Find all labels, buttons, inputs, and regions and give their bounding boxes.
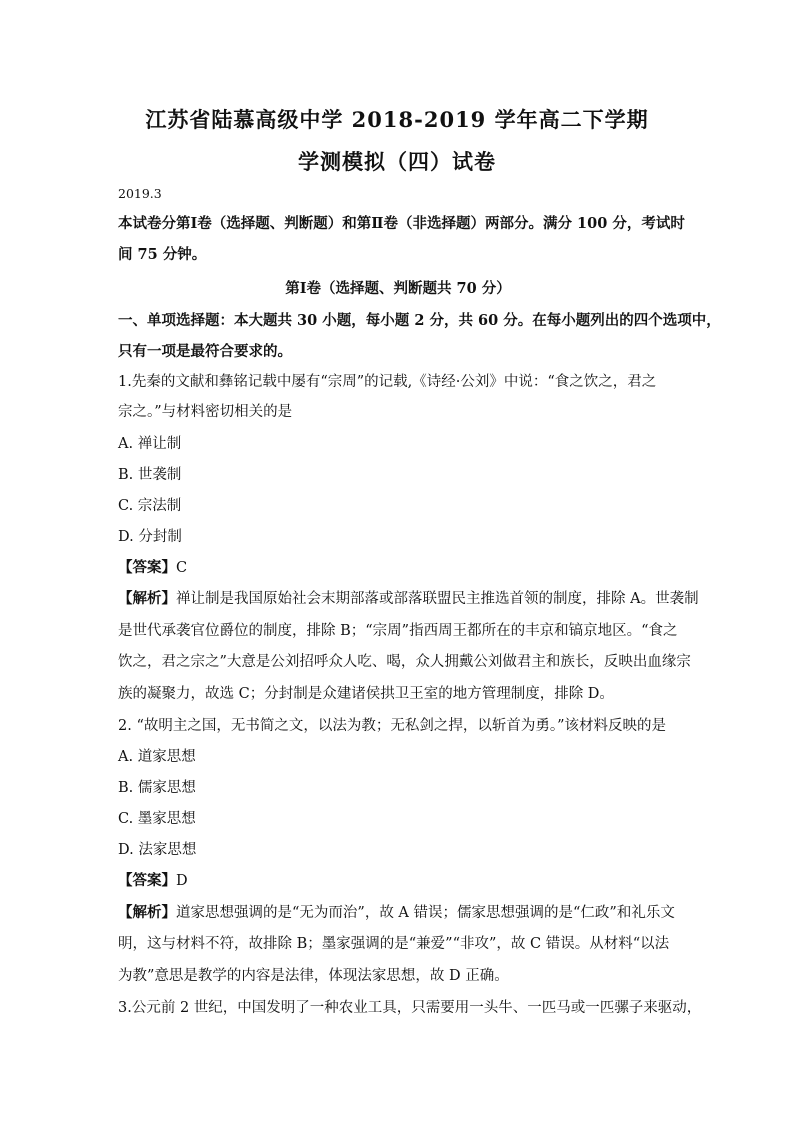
document-title: 江苏省陆慕高级中学 2018-2019 学年高二下学期 [145, 107, 649, 132]
exam-date: 2019.3 [118, 186, 162, 201]
question-2-analysis-line-3: 为教”意思是教学的内容是法律，体现法家思想，故 D 正确。 [118, 968, 509, 984]
answer-label: 【答案】 [118, 872, 176, 889]
question-3-stem: 3.公元前 2 世纪，中国发明了一种农业工具，只需要用一头牛、一匹马或一匹骡子来驱动， [118, 1000, 702, 1016]
question-2-option-a: A. 道家思想 [118, 749, 196, 765]
question-1-analysis-line-4: 族的凝聚力，故选 C；分封制是众建诸侯拱卫王室的地方管理制度，排除 D。 [118, 686, 614, 702]
question-2-answer [118, 871, 678, 891]
document-subtitle: 学测模拟（四）试卷 [298, 149, 496, 174]
question-2-analysis-line-2: 明，这与材料不符，故排除 B；墨家强调的是“兼爱”“非攻”，故 C 错误。从材料“以法 [118, 936, 670, 952]
question-1-analysis-line-3: 饮之，君之宗之”大意是公刘招呼众人吃、喝，众人拥戴公刘做君主和族长，反映出血缘宗 [118, 654, 691, 670]
question-1-analysis-line-1 [118, 589, 699, 609]
question-1-analysis-line-2: 是世代承袭官位爵位的制度，排除 B；“宗周”指西周王都所在的丰京和镐京地区。“食之 [118, 623, 678, 639]
section-heading: 第Ⅰ卷（选择题、判断题共 70 分） [285, 280, 511, 297]
question-1-answer [118, 558, 678, 578]
answer-label: 【答案】 [118, 559, 176, 576]
question-2-analysis-line-1 [118, 903, 678, 923]
question-2-option-d: D. 法家思想 [118, 842, 197, 858]
answer-value: C [176, 560, 188, 576]
intro-line-2: 间 75 分钟。 [118, 246, 207, 263]
question-2-option-c: C. 墨家思想 [118, 811, 196, 827]
intro-line-1: 本试卷分第Ⅰ卷（选择题、判断题）和第Ⅱ卷（非选择题）两部分。满分 100 分，考试时 [118, 215, 685, 232]
question-1-option-a: A. 禅让制 [118, 436, 182, 452]
question-1-option-c: C. 宗法制 [118, 498, 182, 514]
question-1-stem-line-2: 宗之。”与材料密切相关的是 [118, 404, 293, 420]
question-1-stem-line-1: 1.先秦的文献和彝铭记载中屡有“宗周”的记载,《诗经·公刘》中说：“食之饮之，君之 [118, 374, 657, 390]
question-2-stem: 2. “故明主之国，无书简之文，以法为教；无私剑之捍，以斩首为勇。”该材料反映的是 [118, 718, 667, 734]
question-1-option-d: D. 分封制 [118, 529, 182, 545]
analysis-text: 道家思想强调的是“无为而治”，故 A 错误；儒家思想强调的是“仁政”和礼乐文 [176, 905, 675, 921]
analysis-label: 【解析】 [118, 904, 176, 921]
question-1-option-b: B. 世袭制 [118, 467, 182, 483]
analysis-text: 禅让制是我国原始社会末期部落或部落联盟民主推选首领的制度，排除 A。世袭制 [176, 591, 699, 607]
instruction-line-1: 一、单项选择题：本大题共 30 小题，每小题 2 分，共 60 分。在每小题列出的四个选项中， [118, 312, 721, 329]
analysis-label: 【解析】 [118, 590, 176, 607]
question-2-option-b: B. 儒家思想 [118, 780, 196, 796]
instruction-line-2: 只有一项是最符合要求的。 [118, 343, 292, 360]
answer-value: D [176, 873, 188, 889]
